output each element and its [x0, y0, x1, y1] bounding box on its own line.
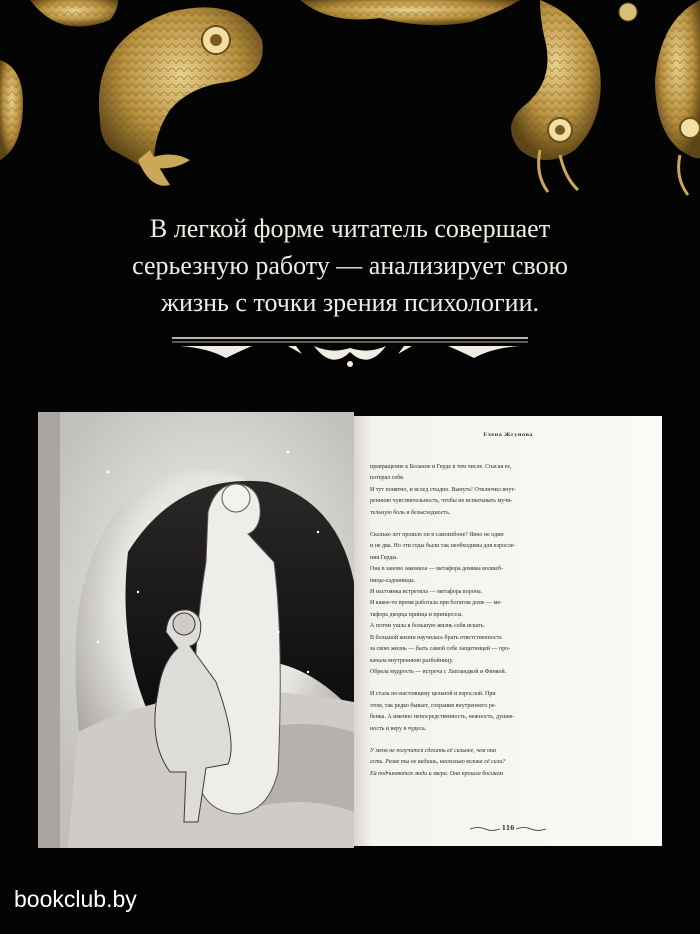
- headline-line-1: В легкой форме читатель совершает: [149, 214, 551, 243]
- illustration-page: [38, 412, 354, 848]
- headline-line-3: жизнь с точки зрения психологии.: [160, 288, 540, 317]
- paragraph-gap: [370, 735, 606, 746]
- paragraph-gap: [370, 678, 606, 689]
- text-line: В большой жизни научилась брать ответственность: [370, 634, 502, 641]
- boy-and-snow-queen-illustration: [38, 412, 354, 848]
- text-line: И тут понятно, и вслед стыдно. Вынуть! Отключил внут-: [370, 486, 517, 493]
- text-line: качала внутреннюю разбойницу.: [370, 657, 454, 664]
- text-line: А потом ушла в большую жизнь себя искать.: [370, 623, 485, 630]
- text-line: тельную боль и безысходность.: [370, 509, 451, 516]
- text-line: и не два. Но эти годы были так необходимы для взросле-: [370, 543, 516, 550]
- text-line: У меня не получится сделать её сильнее, чем она: [370, 747, 496, 754]
- text-line: Обрела мудрость — встреча с Лапландкой и Финкой.: [370, 668, 507, 675]
- text-line: ния Герды.: [370, 554, 398, 561]
- page-number: 116: [501, 825, 515, 832]
- text-line: есть. Разве ты не видишь, насколько велика её сила?: [370, 759, 506, 766]
- text-line: этом, так редко бывает, сохранив внутреннего ре-: [370, 702, 497, 709]
- headline-line-2: серьезную работу — анализирует свою: [132, 251, 568, 280]
- text-page: [354, 416, 662, 846]
- decorative-divider: [168, 330, 532, 378]
- text-line: потерял себя.: [370, 475, 405, 482]
- text-line: И какое-то время работала при богатом доме — ме-: [370, 600, 502, 607]
- open-book: [38, 412, 664, 848]
- text-line: превращение к Беланпе и Герде в том числе. Спасая ее,: [370, 464, 512, 470]
- text-line: реннюю чувствительность, чтобы не испытывать мучи-: [370, 498, 513, 505]
- folio-ornament-left: [470, 826, 500, 832]
- site-label: bookclub.by: [14, 886, 137, 912]
- text-line: Сколько лет прошло он в самоизбоне? Явно не один: [370, 532, 504, 539]
- running-head: Елена Жгунова: [483, 432, 533, 438]
- text-line: И настоянка встретила — метафора ворона.: [370, 589, 483, 596]
- text-line: И стала по-настоящему цельной и взрослой. При: [370, 691, 496, 698]
- golden-fish-ornament: [0, 0, 700, 200]
- page-text: [370, 462, 606, 780]
- headline: [0, 210, 700, 321]
- text-line: ницы-садовницы.: [370, 577, 416, 584]
- paragraph-gap: [370, 519, 606, 530]
- text-line: ность и веру в чудеса.: [370, 725, 427, 732]
- page-number-footer: [354, 825, 662, 832]
- text-line: за свою жизнь — быть самой себе защитницей — про-: [370, 646, 511, 653]
- text-line: тафора дворца принца и принцессы.: [370, 611, 463, 618]
- text-line: бенка. А именно непосредственность, нежность, душев-: [370, 714, 515, 721]
- folio-ornament-right: [516, 826, 546, 832]
- text-line: Ей подчиняются люди и звери. Она прошла босиком: [370, 770, 504, 777]
- text-line: Она в заново законила — метафора домика волшеб-: [370, 566, 504, 573]
